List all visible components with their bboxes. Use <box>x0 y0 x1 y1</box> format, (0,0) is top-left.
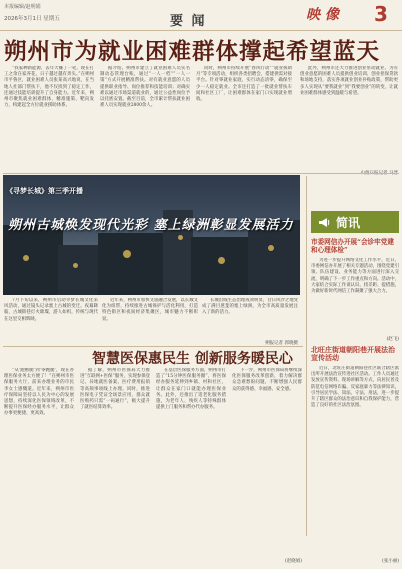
main-headline: 朔州市为就业困难群体撑起希望蓝天 <box>4 39 381 65</box>
brief-2-body: 近日，北旺庄街道朝阳巷社区联合辖区派出所开展法治宣传进社区活动。工作人员通过发放宣传资料、现场讲解等方式，向居民普及防范电信网络诈骗、反家庭暴力等法律知识，引导居民学法、知法、守法、用法，进一步提升了辖区群众的法治意识和自我保护能力，营造了良好的社区法治氛围。 <box>311 366 399 409</box>
megaphone-icon <box>318 214 331 227</box>
divider <box>3 346 303 347</box>
brief-1-source: (赵飞) <box>386 337 399 342</box>
section-title: 要 闻 <box>170 14 207 29</box>
editor-line: 本报编辑/赵明娟 <box>4 4 41 10</box>
brief-1-title: 市委网信办开展“会诊牢党建和心理体检” <box>311 238 394 254</box>
photo-caption-1: 7月下旬以来，朔州市启动寻梦长城文化采风活动，通过镜头记录塞上古城的变迁。夜幕降临，古城街巷灯火璀璨，游人如织，传统与现代在这里交相辉映。 <box>4 298 98 322</box>
bottom-column-2: 据了解，朔州市医保局大力推进“互联网+医保”服务，实现参保登记、异地就医备案、医疗费用报销等高频事项线上办理。同时，推进医保电子凭证全场景应用，群众就医购药只需“一码通行”，极大提升了就医结算效率。 <box>80 368 150 411</box>
bottom-headline: 智慧医保惠民生 创新服务暖民心 <box>92 351 293 367</box>
lead-column-4: 此外，朔州市还大力推进创业带动就业，为有创业意愿的困难人员提供创业培训、创业担保贷款和场地支持，落实各项就业创业补贴政策，帮助更多人实现从“要我就业”到“我要创业”的转变，让就业困难群体感受到温暖与希望。 <box>300 66 398 96</box>
sidebar-divider <box>306 176 307 536</box>
lead-column-2: 据介绍，朔州市建立了就业困难人员实名制动态管理台账，通过“一人一档”“一人一策”方式开展精准帮扶。对有就业意愿的人员提供职业指导、岗位推荐和技能培训；对确实难以通过市场渠道就业的，通过公益性岗位予以托底安置。截至目前，全市累计帮扶就业困难人员实现就业2800余人。 <box>100 66 190 109</box>
bottom-source: (赵晓娟) <box>284 559 302 564</box>
bottom-column-3: 在基层医保服务方面，朔州市打造了“15分钟医保服务圈”，将医保经办服务延伸到乡镇、村和社区，让群众在家门口就能办理医保业务。此外，还推出了适老化服务措施，为老年人、残疾人等特殊群体提供上门服务和帮办代办服务。 <box>156 368 226 411</box>
divider <box>3 173 399 174</box>
brief-1-body: 为进一步提升网络文化工作水平，近日，市委网信办开展了相关专题活动，围绕党建引领、队伍建设、业务能力等方面进行深入交流，明确了下一步工作重点和方向。活动中，大家结合实际工作谈认识、找差距、提措施，为做好新时代网信工作凝聚了强大合力。 <box>311 258 399 295</box>
paper-logo: 映 像 <box>306 7 339 23</box>
lead-column-1: “我家种新能源，去年大赚了一笔，现在打工之余在家养花，日子越过越有奔头。”在朔州市平鲁区，就业困难人员张某高兴地说，在当地人社部门帮扶下，他不仅找到了稳定工作，还通过技能培训提升了自身能力。近年来，朔州市聚焦就业困难群体，精准施策、靶向发力，构建起全方位就业援助体系。 <box>4 66 94 109</box>
brief-2-source: (张小丽) <box>381 559 399 564</box>
photo-tag: 《寻梦长城》第三季开播 <box>6 187 83 195</box>
brief-2-title: 北旺庄街道朝阳巷开展法治宣传活动 <box>311 345 395 362</box>
photo-caption-3: 长城沿线生态治理成效明显，昔日风沙之地变成了满目葱茏的塞上绿洲，为全市高质量发展注入了新的活力。 <box>202 298 298 316</box>
photo-credit: 朔报记者 郭晓摄 <box>265 341 298 346</box>
brief-label: 简讯 <box>336 216 361 230</box>
page-number: 3 <box>374 2 388 26</box>
photo-caption-2: 近年来，朔州市加快文旅融合发展，以长城文化为纽带，持续推进古城保护与活化利用，打造特色街区和夜间经济集聚区，城市魅力不断彰显。 <box>102 298 198 322</box>
bottom-column-1: “从‘跑断腿’到‘零跑腿’，现在办理医保业务太方便了！”在朔州市医保服务大厅，前来办理业务的市民李女士感慨道。近年来，朔州市医疗保障局坚持以人民为中心的发展思想，持续深化医保领域改革，不断提升医保经办服务水平，让群众办事更便捷、更高效。 <box>4 368 74 417</box>
lead-column-3: 同时，朔州市持续开展“春风行动”“就业援助月”等专项活动，组织各类招聘会，搭建供需对接平台。针对零就业家庭，实行动态清零，确保至少一人稳定就业。全市还打造了一批就业帮扶车间和社区工厂，让困难群体在家门口实现就业增收。 <box>196 66 292 103</box>
photo-title: 朔州古城焕发现代光彩 塞上绿洲彰显发展活力 <box>8 218 294 233</box>
issue-date: 2026年3月1日 星期五 <box>4 16 60 22</box>
bottom-column-4: 下一步，朔州市医保局将继续深化医保服务改革创新，着力解决群众急难愁盼问题，不断增强人民群众的获得感、幸福感、安全感。 <box>232 368 302 392</box>
